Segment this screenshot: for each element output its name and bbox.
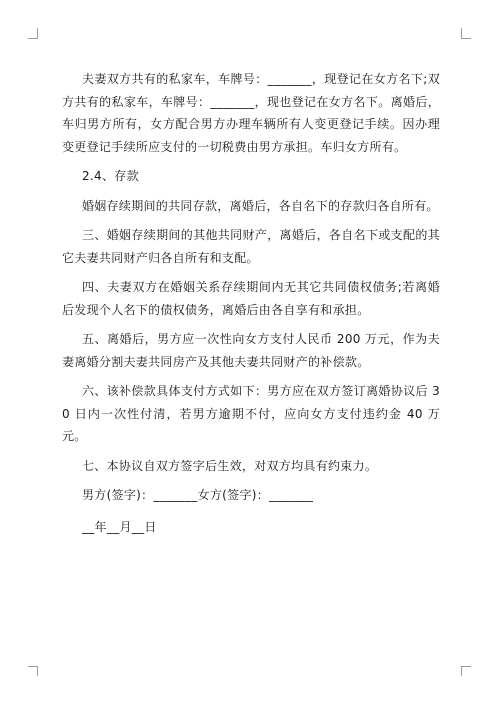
crop-mark-top-left-h xyxy=(28,38,38,39)
paragraph-clause-four xyxy=(62,276,440,321)
paragraph-line: 婚姻存续期间的共同存款，离婚后，各自名下的存款归各自所有。 xyxy=(82,198,439,213)
crop-mark-top-left-v xyxy=(37,28,38,38)
paragraph-line: 共同房产及其他夫妻共同财产的补偿款。 xyxy=(148,354,370,369)
paragraph-line: 付清，若男方逾期不付，应向女方支付违约金 40 万元。 xyxy=(62,406,440,443)
paragraph-line: 2.4、存款 xyxy=(82,169,139,183)
paragraph-line: 产归各自所有和支配。 xyxy=(135,250,259,265)
paragraph-clause-five xyxy=(62,328,440,373)
paragraph-deposit xyxy=(62,195,440,218)
crop-mark-bottom-right-h xyxy=(461,666,471,667)
crop-mark-top-right-v xyxy=(461,28,462,38)
crop-mark-bottom-left-v xyxy=(37,666,38,676)
paragraph-line: 夫妻双方共有的私家车，车牌号：_______，现登记在女方名下;双方共有的私家 xyxy=(62,72,440,109)
paragraph-line: 车归女方所有。 xyxy=(320,139,407,154)
paragraph-line: 七、本协议自双方签字后生效，对双方均具有约束力。 xyxy=(82,458,378,473)
paragraph-line: 五、离婚后，男方应一次性向女方支付人民币 200 万元，作为夫妻离婚分割夫妻 xyxy=(62,332,440,369)
document-body xyxy=(62,68,440,548)
paragraph-clause-three xyxy=(62,224,440,269)
signature-line: 男方(签字)：_______女方(签字)：_______ xyxy=(82,488,314,502)
crop-mark-bottom-right-v xyxy=(461,666,462,676)
section-heading-deposit xyxy=(62,165,440,188)
paragraph-car xyxy=(62,68,440,158)
paragraph-clause-seven xyxy=(62,455,440,478)
paragraph-line: 车，车牌号：_______，现也登记在女方名下。离婚后，车归男方所有，女方配合男方 xyxy=(62,94,440,131)
paragraph-line: 六、该补偿款具体支付方式如下：男方应在双方签订离婚协议后 30 日内一次性 xyxy=(62,384,440,421)
paragraph-line: 三、婚姻存续期间的其他共同财产，离婚后，各自名下或支配的其它夫妻共同财 xyxy=(62,228,440,265)
paragraph-line: 的债权债务，离婚后由各自享有和承担。 xyxy=(148,302,370,317)
paragraph-clause-six xyxy=(62,380,440,448)
crop-mark-top-right-h xyxy=(461,38,471,39)
paragraph-line: 四、夫妻双方在婚姻关系存续期间内无其它共同债权债务;若离婚后发现个人名下 xyxy=(62,280,440,317)
date-line: __年__月__日 xyxy=(82,520,157,534)
paragraph-line: 办理车辆所有人变更登记手续。因办理变更登记手续所应支付的一切税费由男方承担。 xyxy=(62,117,440,154)
